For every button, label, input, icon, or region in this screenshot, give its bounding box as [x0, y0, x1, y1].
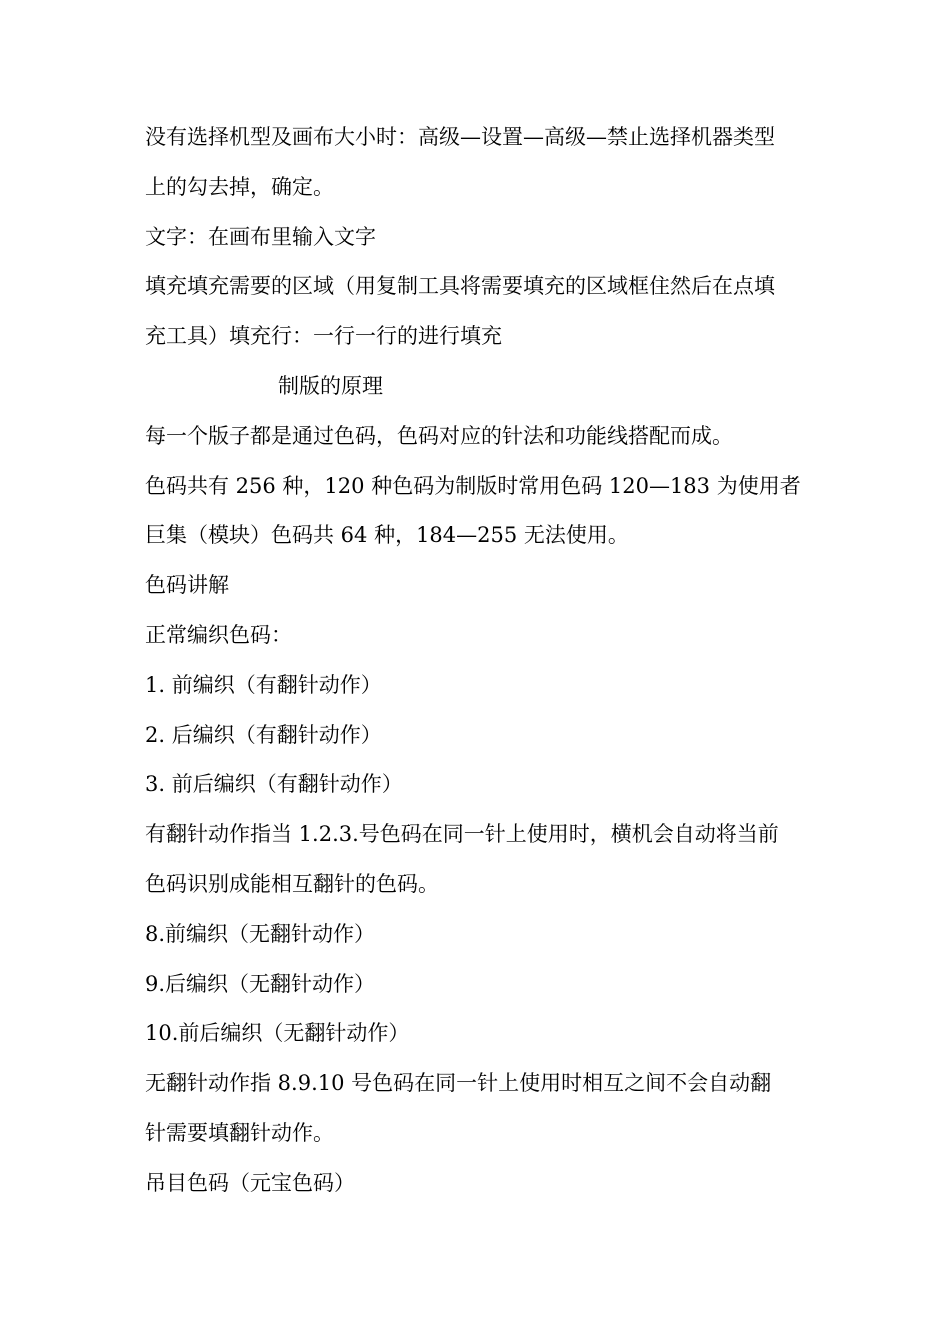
- paragraph-line-1: 没有选择机型及画布大小时：高级—设置—高级—禁止选择机器类型: [145, 125, 775, 149]
- list-item-9: 9.后编织（无翻针动作）: [145, 971, 376, 996]
- list-item-10: 10.前后编织（无翻针动作）: [145, 1021, 410, 1046]
- paragraph-line-9: 巨集（模块）色码共 64 种，184—255 无法使用。: [145, 523, 629, 548]
- paragraph-line-8: 色码共有 256 种，120 种色码为制版时常用色码 120—183 为使用者: [145, 473, 801, 498]
- paragraph-line-20: 无翻针动作指 8.9.10 号色码在同一针上使用时相互之间不会自动翻: [145, 1071, 772, 1096]
- paragraph-line-11: 正常编织色码：: [145, 622, 292, 647]
- paragraph-line-3: 文字：在画布里输入文字: [145, 224, 376, 249]
- list-item-2: 2. 后编织（有翻针动作）: [145, 722, 382, 747]
- list-item-8: 8.前编织（无翻针动作）: [145, 921, 376, 946]
- paragraph-line-5: 充工具）填充行：一行一行的进行填充: [145, 324, 502, 349]
- paragraph-line-15: 有翻针动作指当 1.2.3.号色码在同一针上使用时，横机会自动将当前: [145, 822, 779, 847]
- paragraph-line-4: 填充填充需要的区域（用复制工具将需要填充的区域框住然后在点填: [145, 274, 775, 299]
- paragraph-line-22: 吊目色码（元宝色码）: [145, 1170, 355, 1195]
- paragraph-line-7: 每一个版子都是通过色码，色码对应的针法和功能线搭配而成。: [145, 423, 733, 448]
- list-item-3: 3. 前后编织（有翻针动作）: [145, 772, 403, 797]
- list-item-1: 1. 前编织（有翻针动作）: [145, 672, 382, 697]
- section-heading: 制版的原理: [278, 373, 383, 398]
- paragraph-line-16: 色码识别成能相互翻针的色码。: [145, 871, 439, 896]
- paragraph-line-10: 色码讲解: [145, 573, 229, 598]
- paragraph-line-21: 针需要填翻针动作。: [145, 1120, 334, 1145]
- document-body: [145, 113, 810, 1209]
- paragraph-line-2: 上的勾去掉，确定。: [145, 174, 334, 199]
